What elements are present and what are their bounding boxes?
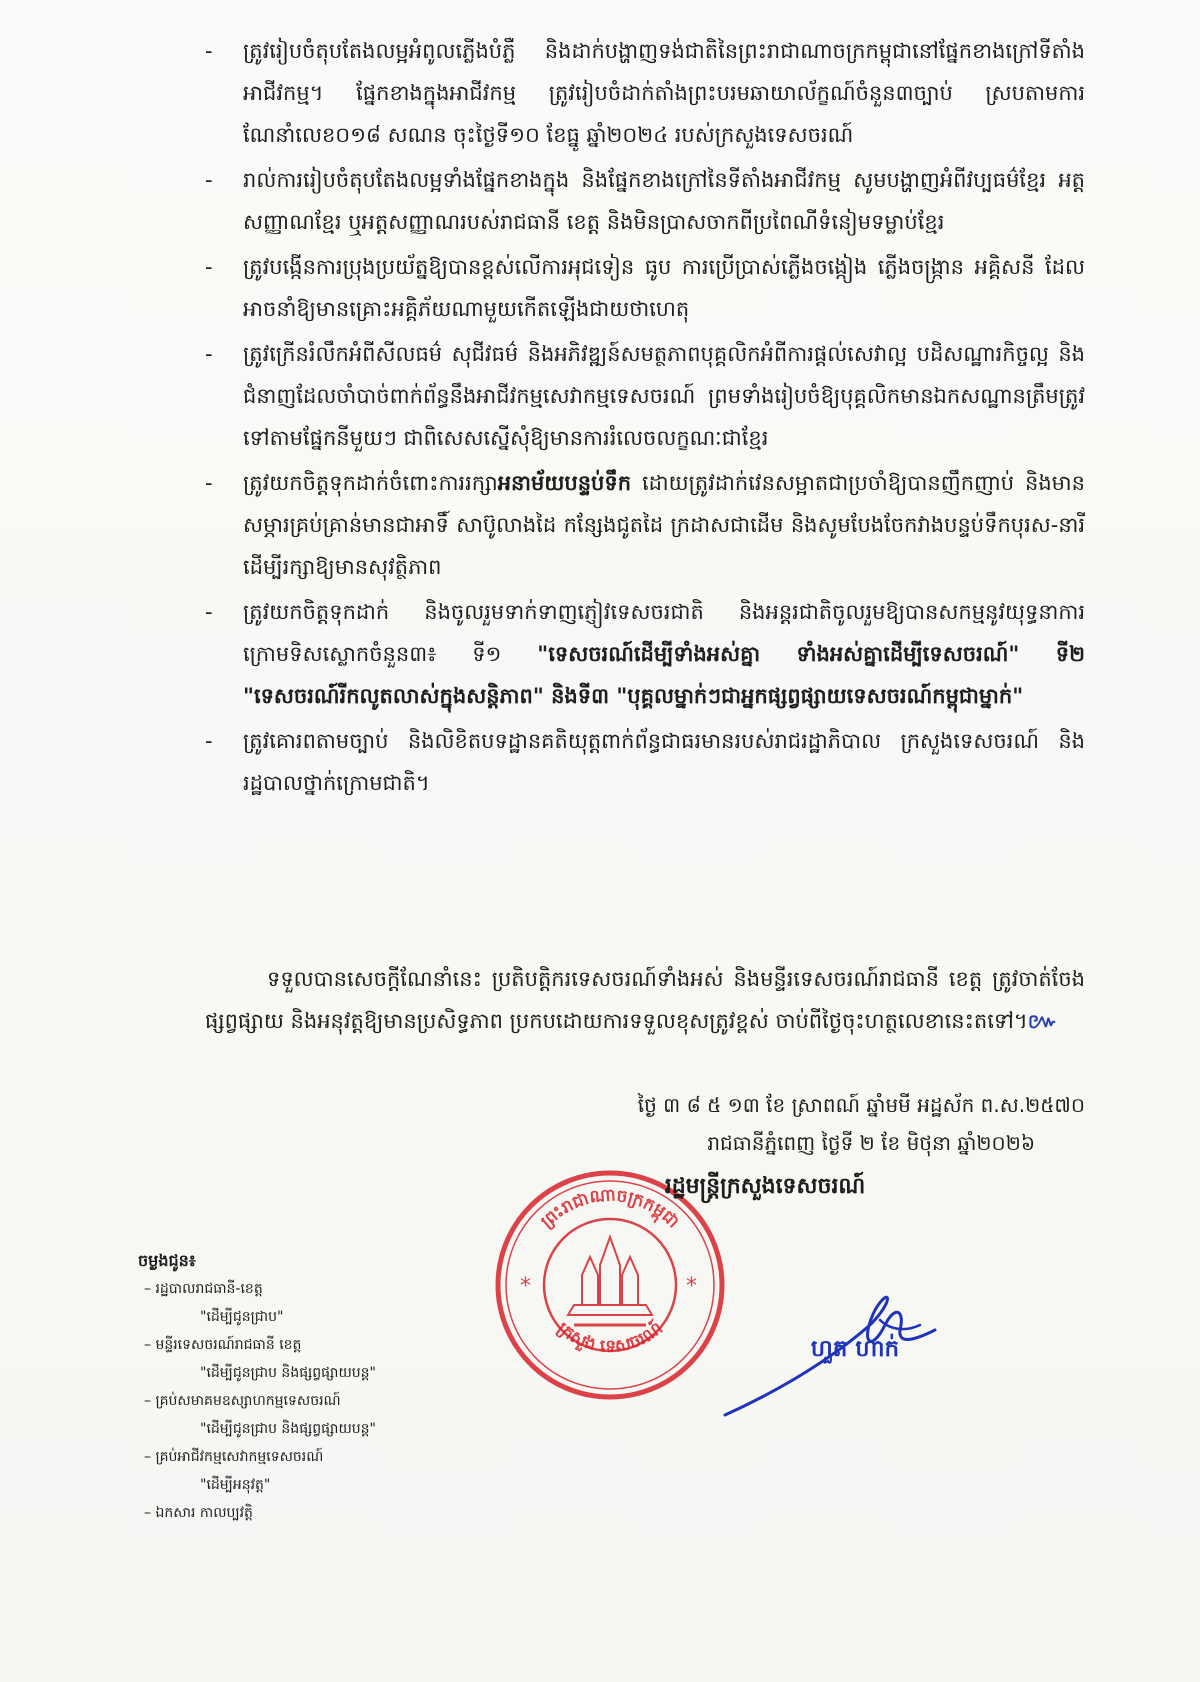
distribution-list — [138, 1247, 558, 1527]
distribution-note: "ដើម្បីជូនជ្រាប និងផ្សព្វផ្សាយបន្ត" — [200, 1421, 376, 1437]
distribution-note: "ដើម្បីអនុវត្ត" — [200, 1477, 271, 1493]
svg-text:*: * — [686, 1274, 697, 1299]
slogan-text: "ទេសចរណ៍ដើម្បីទាំងអស់គ្នា ទាំងអស់គ្នាដើម្បីទេសចរណ៍" ទី២ "ទេសចរណ៍រីកលូតលាស់ក្នុងសន្តិភាព" និងទី៣ "បុគ្គលម្នាក់ៗជាអ្នកផ្សព្វផ្សាយទេសចរណ៍កម្ពុជាម្នាក់" — [243, 642, 1086, 708]
instruction-item-5 — [205, 462, 1085, 588]
distribution-item: – ឯកសារ កាលប្បវត្តិ — [144, 1505, 253, 1521]
instruction-text: ត្រូវរៀបចំតុបតែងលម្អអំពូលភ្លើងបំភ្លឺ និងដាក់បង្ហាញទង់ជាតិនៃព្រះរាជាណាចក្រកម្ពុជានៅផ្នែកខាងក្រៅទីតាំងអាជីវកម្ម។ ផ្នែកខាងក្នុងអាជីវកម្ម ត្រូវរៀបចំដាក់តាំងព្រះបរមឆាយាល័ក្ខណ៍ចំនួន៣ច្បាប់ ស្របតាមការណែនាំលេខ០១៨ សណន ចុះថ្ងៃទី១០ ខែធ្នូ ឆ្នាំ២០២៤ របស់ក្រសួងទេសចរណ៍ — [243, 39, 1085, 147]
distribution-item: – គ្រប់អាជីវកម្មសេវាកម្មទេសចរណ៍ — [144, 1449, 324, 1465]
seal-bottom-text: ក្រសួង ទេសចរណ៍ — [553, 1318, 667, 1357]
bullet-dash: - — [205, 729, 213, 753]
bullet-dash: - — [205, 168, 213, 192]
instruction-text: ត្រូវក្រើនរំលឹកអំពីសីលធម៌ សុជីវធម៌ និងអភិវឌ្ឍន៍សមត្ថភាពបុគ្គលិកអំពីការផ្តល់សេវាល្អ បដិសណ្ឋារកិច្ចល្អ និងជំនាញដែលចាំបាច់ពាក់ព័ន្ធនឹងអាជីវកម្មសេវាកម្មទេសចរណ៍ ព្រមទាំងរៀបចំឱ្យបុគ្គលិកមានឯកសណ្ឋានត្រឹមត្រូវទៅតាមផ្នែកនីមួយៗ ជាពិសេសស្នើសុំឱ្យមានការរំលេចលក្ខណៈជាខ្មែរ — [243, 342, 1085, 450]
instruction-emphasis: អនាម័យបន្ទប់ទឹក — [497, 471, 632, 495]
instruction-list — [205, 30, 1085, 807]
svg-text:ក្រសួង ទេសចរណ៍ — [553, 1317, 666, 1357]
instruction-item-3 — [205, 246, 1085, 330]
bullet-dash: - — [205, 471, 213, 495]
distribution-item: – គ្រប់សមាគមឧស្សាហកម្មទេសចរណ៍ — [144, 1393, 341, 1409]
seal-top-text: ព្រះរាជាណាចក្រកម្ពុជា — [537, 1185, 683, 1233]
signatory-name: ហួត ហាក់ — [810, 1336, 900, 1362]
distribution-note: "ដើម្បីជូនជ្រាប" — [200, 1309, 284, 1325]
instruction-item-6 — [205, 591, 1085, 717]
lunar-date: ថ្ងៃ ៣ ៨ ៥ ១៣ ខែ ស្រាពណ៍ ឆ្នាំមមី អដ្ឋស័ក ព.ស.២៥៧០ — [637, 1093, 1085, 1117]
instruction-text: ដោយត្រូវដាក់វេនសម្អាតជាប្រចាំឱ្យបានញឹកញាប់ និងមានសម្ភារគ្រប់គ្រាន់មានជាអាទិ៍ សាប៊ូលាងដៃ កន្សែងជូតដៃ ក្រដាសជាដើម និងសូមបែងចែកវាងបន្ទប់ទឹកបុរស-នារី ដើម្បីរក្សាឱ្យមានសុវត្ថិភាព — [243, 471, 1085, 579]
distribution-title: ចម្លងជូន៖ — [138, 1251, 196, 1270]
instruction-text: រាល់ការរៀបចំតុបតែងលម្អទាំងផ្នែកខាងក្នុង និងផ្នែកខាងក្រៅនៃទីតាំងអាជីវកម្ម សូមបង្ហាញអំពីវប្បធម៌ខ្មែរ អត្តសញ្ញាណខ្មែរ ឬអត្តសញ្ញាណរបស់រាជធានី ខេត្ត និងមិនប្រាសចាកពីប្រពៃណីទំនៀមទម្លាប់ខ្មែរ — [243, 168, 1085, 234]
instruction-text: ត្រូវយកចិត្តទុកដាក់ចំពោះការរក្សា — [243, 471, 498, 495]
instruction-item-4 — [205, 333, 1085, 459]
bullet-dash: - — [205, 255, 213, 279]
instruction-item-1 — [205, 30, 1085, 156]
bullet-dash: - — [205, 39, 213, 63]
instruction-text: ត្រូវយកចិត្តទុកដាក់ និងចូលរួមទាក់ទាញភ្ញៀវទេសចរជាតិ និងអន្តរជាតិចូលរួមឱ្យបានសកម្មនូវយុទ្ធនាការក្រោមទិសស្លោកចំនួន៣៖ ទី១ — [243, 600, 1085, 666]
end-mark: ៚ — [1027, 1009, 1058, 1033]
distribution-item: – មន្ទីរទេសចរណ៍រាជធានី ខេត្ត — [144, 1337, 302, 1353]
closing-paragraph — [205, 958, 1085, 1042]
instruction-item-2 — [205, 159, 1085, 243]
bullet-dash: - — [205, 342, 213, 366]
bullet-dash: - — [205, 600, 213, 624]
instruction-text: ត្រូវបង្កើនការប្រុងប្រយ័ត្នឱ្យបានខ្ពស់លើការអុជទៀន ធូប ការប្រើប្រាស់ភ្លើងចង្កៀង ភ្លើងចង្រ្កាន អគ្គិសនី ដែលអាចនាំឱ្យមានគ្រោះអគ្គិភ័យណាមួយកើតឡើងជាយថាហេតុ — [243, 255, 1085, 321]
svg-text:*: * — [520, 1274, 531, 1299]
solar-date: រាជធានីភ្នំពេញ ថ្ងៃទី ២ ខែ មិថុនា ឆ្នាំ២០២៦ — [707, 1131, 1035, 1155]
distribution-item: – រដ្ឋបាលរាជធានី-ខេត្ត — [144, 1281, 263, 1297]
instruction-text: ត្រូវគោរពតាមច្បាប់ និងលិខិតបទដ្ឋានគតិយុត្តពាក់ព័ន្ធជាធរមានរបស់រាជរដ្ឋាភិបាល ក្រសួងទេសចរណ៍ និងរដ្ឋបាលថ្នាក់ក្រោមជាតិ។ — [243, 729, 1085, 795]
signatory-title: រដ្ឋមន្ត្រីក្រសួងទេសចរណ៍ — [664, 1174, 866, 1199]
closing-text: ទទួលបានសេចក្តីណែនាំនេះ ប្រតិបត្តិករទេសចរណ៍ទាំងអស់ និងមន្ទីរទេសចរណ៍រាជធានី ខេត្ត ត្រូវចាត់ចែងផ្សព្វផ្សាយ និងអនុវត្តឱ្យមានប្រសិទ្ធភាព ប្រកបដោយការទទួលខុសត្រូវខ្ពស់ ចាប់ពីថ្ងៃចុះហត្ថលេខានេះតទៅ។ — [205, 967, 1085, 1033]
instruction-item-7 — [205, 720, 1085, 804]
distribution-note: "ដើម្បីជូនជ្រាប និងផ្សព្វផ្សាយបន្ត" — [200, 1365, 376, 1381]
